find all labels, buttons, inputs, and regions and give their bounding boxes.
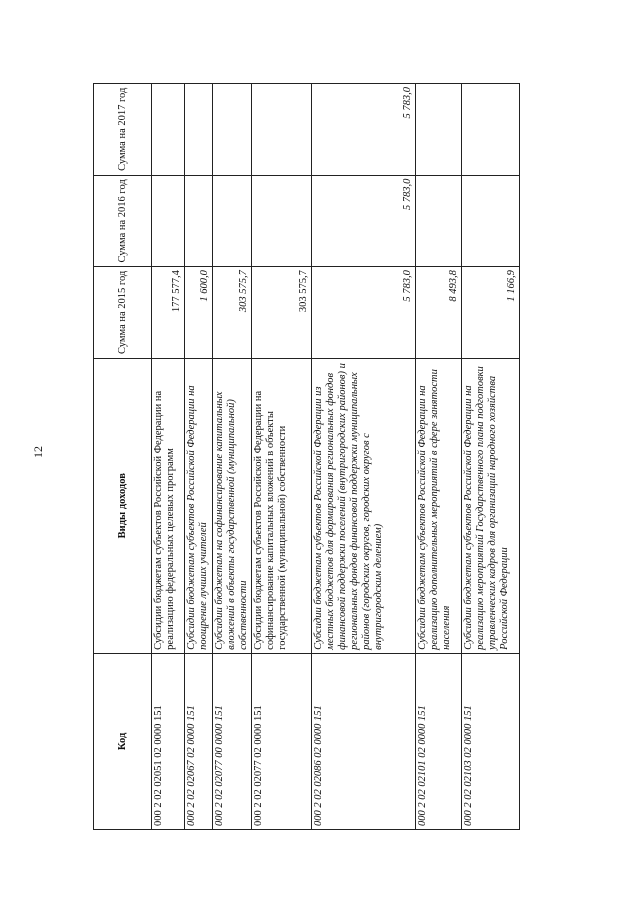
row-kind: Субсидии бюджетам субъектов Российской Федерации на реализацию дополнительных мероприятий в сфере занятости населения (416, 358, 462, 653)
row-kind: Субсидии бюджетам субъектов Российской Федерации из местных бюджетов для формирования региональных фондов финансовой поддержки поселений (внутригородских районов) и региональных фондов финансовой поддержки муниципальных районов (городских округов, городских округов с внутригородским делением) (312, 358, 416, 653)
table-row (185, 84, 213, 830)
row-kind: Субсидии бюджетам субъектов Российской Федерации на поощрение лучших учителей (185, 358, 213, 653)
row-2015: 177 577,4 (152, 267, 185, 359)
row-2016 (252, 175, 312, 267)
row-2015: 1 166,9 (462, 267, 520, 359)
header-2017: Сумма на 2017 год (94, 84, 152, 176)
row-2017 (185, 84, 213, 176)
row-2016 (462, 175, 520, 267)
row-code: 000 2 02 02077 02 0000 151 (252, 653, 312, 829)
row-code: 000 2 02 02103 02 0000 151 (462, 653, 520, 829)
row-2017 (213, 84, 252, 176)
row-2016 (185, 175, 213, 267)
row-2016: 5 783,0 (312, 175, 416, 267)
row-2015: 5 783,0 (312, 267, 416, 359)
row-2015: 8 493,8 (416, 267, 462, 359)
row-kind: Субсидии бюджетам субъектов Российской Федерации на софинансирование капитальных вложений в объекты государственной (муниципальной) собственности (252, 358, 312, 653)
page-number: 12 (31, 446, 45, 458)
table-row (312, 84, 416, 830)
row-kind: Субсидии бюджетам на софинансирование капитальных вложений в объекты государственной (муниципальной) собственности (213, 358, 252, 653)
table-row (152, 84, 185, 830)
table-row (462, 84, 520, 830)
row-2017 (462, 84, 520, 176)
row-2017 (252, 84, 312, 176)
row-code: 000 2 02 02101 02 0000 151 (416, 653, 462, 829)
row-code: 000 2 02 02051 02 0000 151 (152, 653, 185, 829)
row-code: 000 2 02 02086 02 0000 151 (312, 653, 416, 829)
table-row (213, 84, 252, 830)
table-frame (93, 83, 518, 830)
header-kind: Виды доходов (94, 358, 152, 653)
row-2015: 303 575,7 (252, 267, 312, 359)
row-2017 (416, 84, 462, 176)
table-row (252, 84, 312, 830)
row-2015: 303 575,7 (213, 267, 252, 359)
row-kind: Субсидии бюджетам субъектов Российской Федерации на реализацию федеральных целевых программ (152, 358, 185, 653)
row-2017 (152, 84, 185, 176)
row-2016 (416, 175, 462, 267)
income-table (93, 83, 518, 830)
row-code: 000 2 02 02077 00 0000 151 (213, 653, 252, 829)
header-code: Код (94, 653, 152, 829)
row-2015: 1 600,0 (185, 267, 213, 359)
header-2015: Сумма на 2015 год (94, 267, 152, 359)
row-kind: Субсидии бюджетам субъектов Российской Федерации на реализацию мероприятий Государственного плана подготовки управленческих кадров для организаций народного хозяйства Российской Федерации (462, 358, 520, 653)
row-2017: 5 783,0 (312, 84, 416, 176)
row-2016 (152, 175, 185, 267)
table-row (416, 84, 462, 830)
header-2016: Сумма на 2016 год (94, 175, 152, 267)
row-2016 (213, 175, 252, 267)
row-code: 000 2 02 02067 02 0000 151 (185, 653, 213, 829)
